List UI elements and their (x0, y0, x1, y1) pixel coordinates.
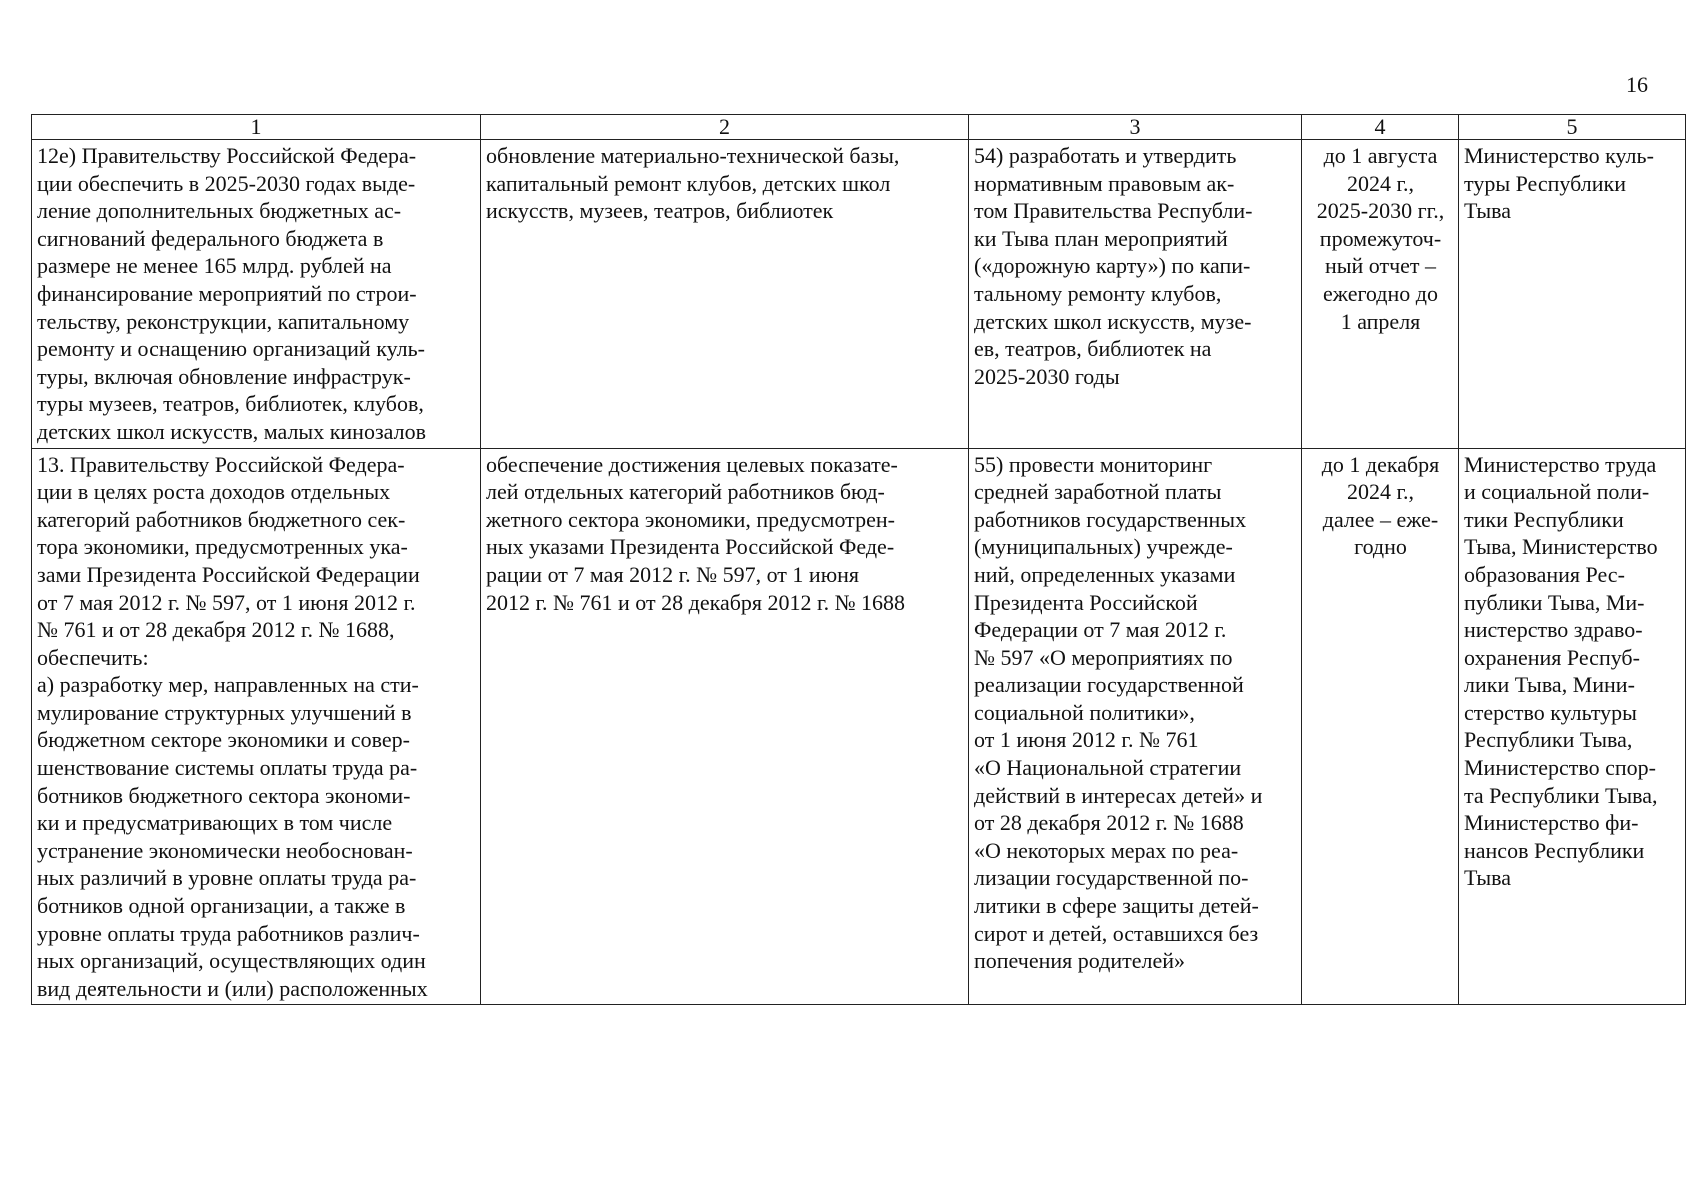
page-number: 16 (1626, 72, 1648, 97)
cell-goal (481, 448, 969, 1005)
cell-measure (969, 140, 1302, 449)
cell-deadline (1302, 448, 1459, 1005)
cell-text: Министерство куль- туры Республики Тыва (1464, 143, 1654, 224)
cell-text: обеспечение достижения целевых показате- лей отдельных категорий работников бюд- жетного сектора экономики, предусмотрен- ных указами Президента Российской Феде- рации от 7 мая 2012 г. № 597, от 1 июня 2012 г. № 761 и от 28 декабря 2012 г. № 1688 (486, 451, 906, 615)
column-header: 3 (969, 115, 1302, 140)
cell-measure (969, 448, 1302, 1005)
table-row (32, 448, 1686, 1005)
column-header: 2 (481, 115, 969, 140)
cell-text: 55) провести мониторинг средней заработной платы работников государственных (муниципальных) учрежде- ний, определенных указами Президента Российской Федерации от 7 мая 2012 г. № 597 «О мероприятиях по реализации государственной социальной политики», от 1 июня 2012 г. № 761 «О Национальной стратегии действий в интересах детей» и от 28 декабря 2012 г. № 1688 «О некоторых мерах по реа- лизации государственной по- литики в сфере защиты детей- сирот и детей, оставшихся без попечения родителей» (974, 451, 1263, 974)
cell-responsible (1459, 140, 1686, 449)
column-header: 5 (1459, 115, 1686, 140)
cell-text: 12е) Правительству Российской Федера- ции обеспечить в 2025-2030 годах выде- ление дополнительных бюджетных ас- сигнований федерального бюджета в размере не менее 165 млрд. рублей на финансирование мероприятий по строи- тельству, реконструкции, капитальному ремонту и оснащению организаций куль- туры, включая обновление инфраструк- туры музеев, театров, библиотек, клубов, детских школ искусств, малых кинозалов (37, 143, 426, 444)
measures-table (31, 114, 1686, 1005)
table-row (32, 140, 1686, 449)
cell-responsible (1459, 448, 1686, 1005)
cell-instruction (32, 140, 481, 449)
cell-text: до 1 декабря 2024 г., далее – еже- годно (1321, 451, 1440, 560)
cell-deadline (1302, 140, 1459, 449)
cell-goal (481, 140, 969, 449)
cell-text: обновление материально-технической базы, капитальный ремонт клубов, детских школ искусств, музеев, театров, библиотек (486, 143, 900, 224)
column-header: 4 (1302, 115, 1459, 140)
cell-instruction (32, 448, 481, 1005)
column-header: 1 (32, 115, 481, 140)
cell-text: Министерство труда и социальной поли- тики Республики Тыва, Министерство образования Рес- публики Тыва, Ми- нистерство здраво- охранения Респуб- лики Тыва, Мини- стерство культуры Республики Тыва, Министерство спор- та Республики Тыва, Министерство фи- нансов Республики Тыва (1464, 451, 1658, 891)
table-header-row (32, 115, 1686, 140)
cell-text: 13. Правительству Российской Федера- ции в целях роста доходов отдельных категорий работников бюджетного сек- тора экономики, предусмотренных ука- зами Президента Российской Федерации от 7 мая 2012 г. № 597, от 1 июня 2012 г. № 761 и от 28 декабря 2012 г. № 1688, обеспечить: а) разработку мер, направленных на сти- мулирование структурных улучшений в бюджетном секторе экономики и совер- шенствование системы оплаты труда ра- ботников бюджетного сектора экономи- ки и предусматривающих в том числе устранение экономически необоснован- ных различий в уровне оплаты труда ра- ботников одной организации, а также в уровне оплаты труда работников различ- ных организаций, осуществляющих один вид деятельности и (или) расположенных (37, 451, 428, 1001)
cell-text: до 1 августа 2024 г., 2025-2030 гг., промежуточ- ный отчет – ежегодно до 1 апреля (1316, 143, 1445, 334)
cell-text: 54) разработать и утвердить нормативным правовым ак- том Правительства Республи- ки Тыва план мероприятий («дорожную карту») по капи- тальному ремонту клубов, детских школ искусств, музе- ев, театров, библиотек на 2025-2030 годы (974, 143, 1253, 389)
